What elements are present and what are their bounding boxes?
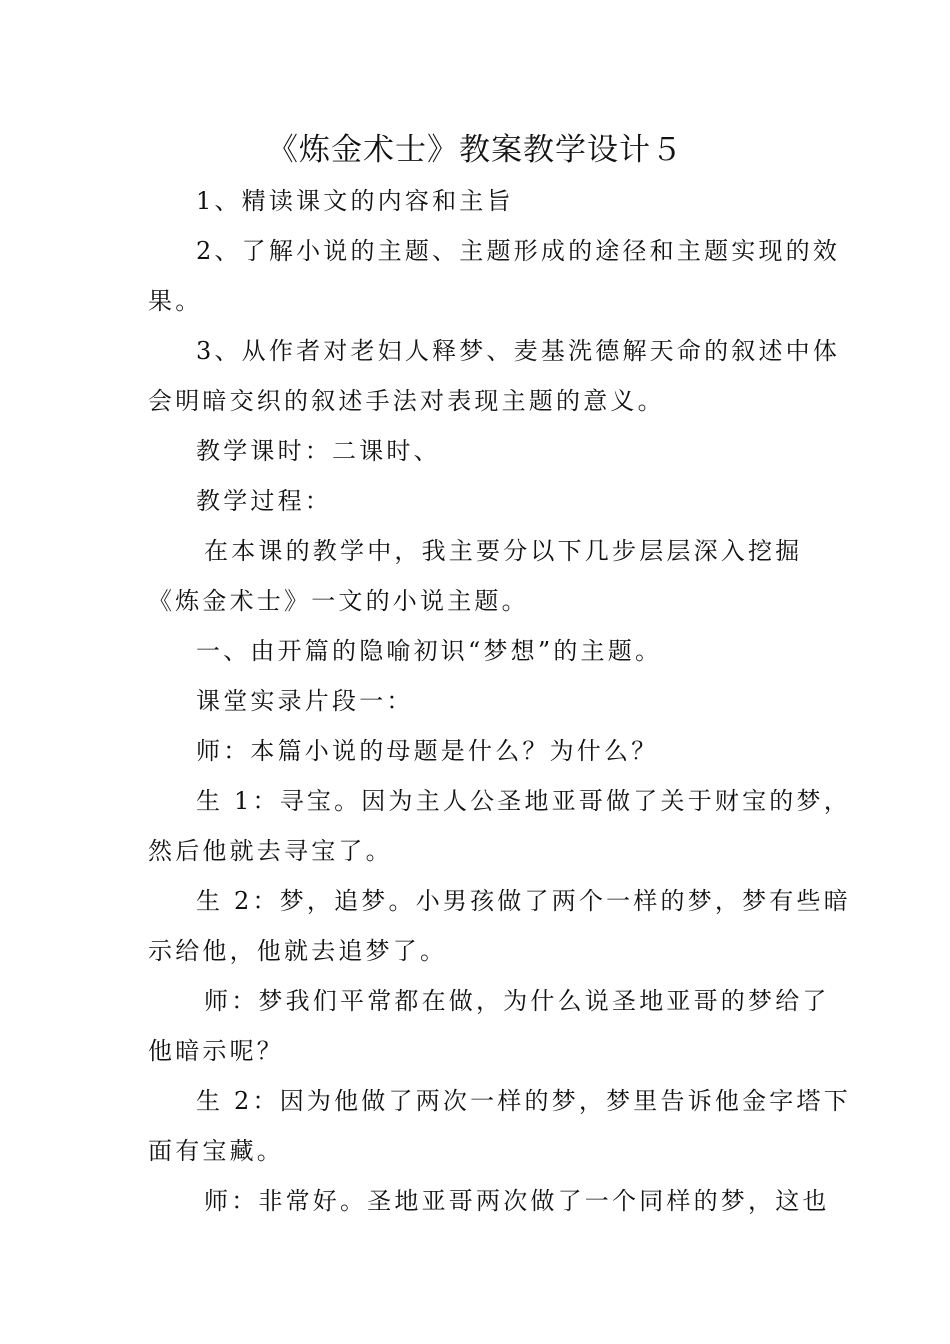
paragraph-teaching-process — [148, 476, 808, 526]
paragraph-goal-1 — [148, 176, 808, 226]
dialogue-teacher-2 — [148, 976, 830, 1076]
paragraph-line: 1、精读课文的内容和主旨 — [196, 187, 514, 215]
paragraph-line: 在本课的教学中，我主要分以下几步层层深入挖掘 — [204, 537, 803, 565]
document-title: 《炼金术士》教案教学设计５ — [267, 132, 683, 168]
paragraph-line: 师：非常好。圣地亚哥两次做了一个同样的梦，这也 — [204, 1187, 830, 1215]
paragraph-line: 生 1：寻宝。因为主人公圣地亚哥做了关于财宝的梦， — [196, 787, 851, 815]
paragraph-line: 2、了解小说的主题、主题形成的途径和主题实现的效 — [196, 237, 841, 265]
dialogue-student-1 — [148, 776, 851, 876]
paragraph-goal-3 — [148, 326, 841, 426]
paragraph-line: 教学过程： — [196, 487, 332, 515]
paragraph-line: 《炼金术士》一文的小说主题。 — [148, 587, 529, 615]
paragraph-line: 会明暗交织的叙述手法对表现主题的意义。 — [148, 387, 665, 415]
paragraph-line: 面有宝藏。 — [148, 1137, 284, 1165]
paragraph-record-label — [148, 676, 808, 726]
paragraph-goal-2 — [148, 226, 841, 326]
paragraph-class-hours — [148, 426, 808, 476]
paragraph-line: 3、从作者对老妇人释梦、麦基洗德解天命的叙述中体 — [196, 337, 841, 365]
paragraph-line: 一、由开篇的隐喻初识“梦想”的主题。 — [196, 637, 663, 665]
paragraph-line: 师：梦我们平常都在做，为什么说圣地亚哥的梦给了 — [204, 987, 830, 1015]
dialogue-student-2 — [148, 876, 851, 976]
dialogue-student-3 — [148, 1076, 851, 1176]
paragraph-line: 师：本篇小说的母题是什么？为什么？ — [196, 737, 659, 765]
paragraph-line: 示给他，他就去追梦了。 — [148, 937, 448, 965]
paragraph-line: 生 2：梦，追梦。小男孩做了两个一样的梦，梦有些暗 — [196, 887, 851, 915]
paragraph-line: 他暗示呢？ — [148, 1037, 284, 1065]
paragraph-line: 生 2：因为他做了两次一样的梦，梦里告诉他金字塔下 — [196, 1087, 851, 1115]
dialogue-teacher-1 — [148, 726, 808, 776]
paragraph-line: 果。 — [148, 287, 203, 315]
dialogue-teacher-3 — [148, 1176, 830, 1226]
section-heading-one — [148, 626, 808, 676]
paragraph-line: 然后他就去寻宝了。 — [148, 837, 393, 865]
paragraph-line: 教学课时：二课时、 — [196, 437, 441, 465]
paragraph-line: 课堂实录片段一： — [196, 687, 414, 715]
paragraph-intro — [148, 526, 808, 626]
